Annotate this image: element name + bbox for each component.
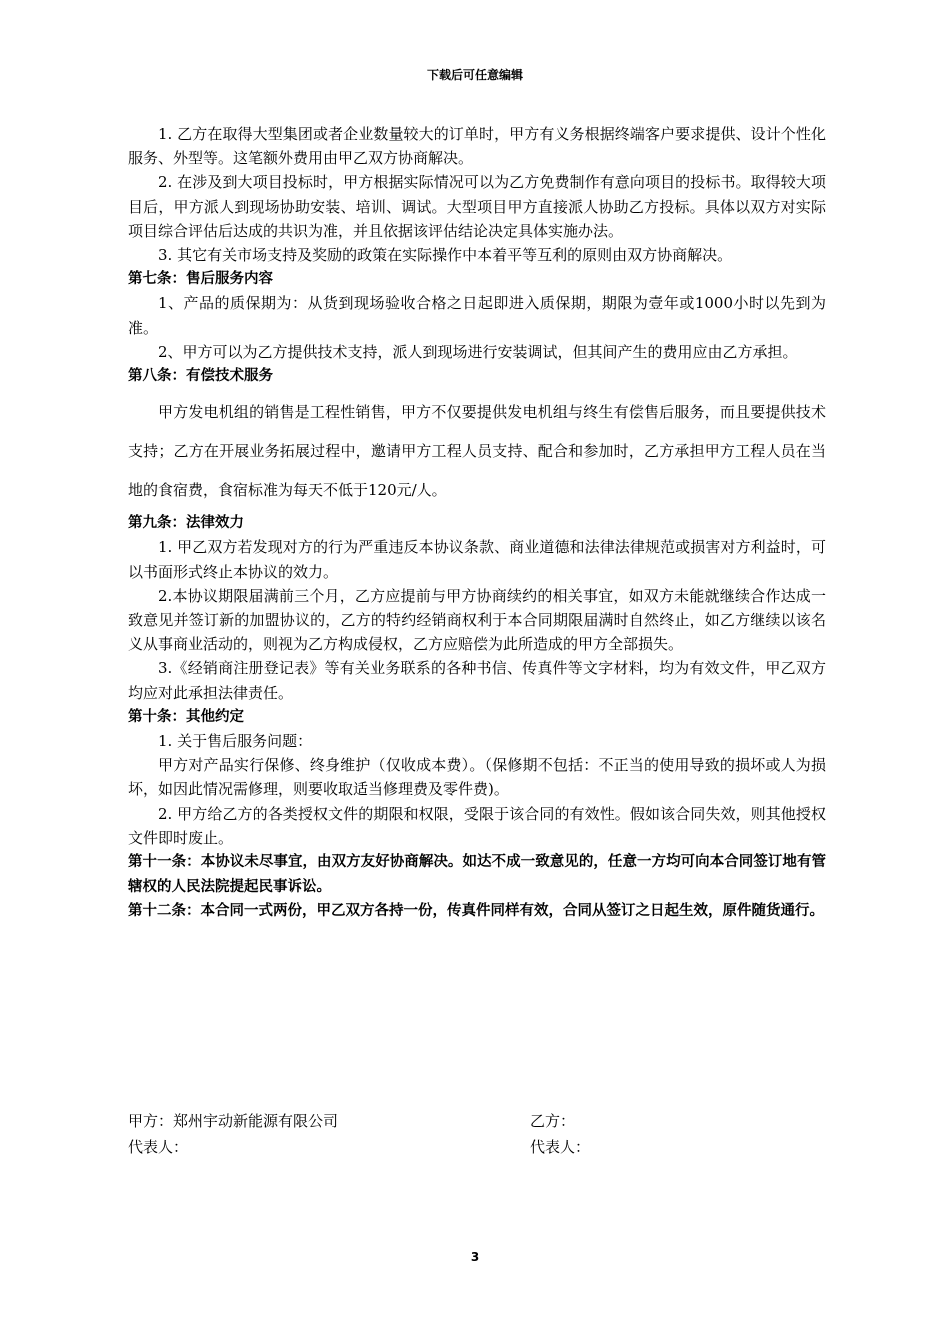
- article-7-heading: 第七条：售后服务内容: [128, 271, 273, 288]
- paragraph-other-1b: 甲方对产品实行保修、终身维护（仅收成本费）。（保修期不包括：不正当的使用导致的损坏或人为损坏，如因此情况需修理，则要收取适当修理费及零件费)。: [128, 756, 826, 799]
- paragraph-paid-service: 甲方发电机组的销售是工程性销售，甲方不仅要提供发电机组与终生有偿售后服务，而且要提供技术支持；乙方在开展业务拓展过程中，邀请甲方工程人员支持、配合和参加时，乙方承担甲方工程人员在当地的食宿费，食宿标准为每天不低于120元/人。: [128, 403, 826, 500]
- article-8-heading: 第八条：有偿技术服务: [128, 368, 273, 385]
- party-a-representative: 代表人：: [128, 1138, 189, 1156]
- article-11: 第十一条：本协议未尽事宜，由双方友好协商解决。如达不成一致意见的，任意一方均可向本合同签订地有管辖权的人民法院提起民事诉讼。: [128, 854, 826, 895]
- article-9-heading: 第九条：法律效力: [128, 515, 244, 532]
- paragraph-tech-support: 2、甲方可以为乙方提供技术支持，派人到现场进行安装调试，但其间产生的费用应由乙方承担。: [158, 342, 798, 361]
- paragraph-legal-3: 3.《经销商注册登记表》等有关业务联系的各种书信、传真件等文字材料，均为有效文件，甲乙双方均应对此承担法律责任。: [128, 659, 826, 702]
- document-body: [128, 122, 826, 924]
- paragraph-warranty: 1、产品的质保期为：从货到现场验收合格之日起即进入质保期，期限为壹年或1000小时以先到为准。: [128, 294, 826, 337]
- paragraph-other-2: 2. 甲方给乙方的各类授权文件的期限和权限，受限于该合同的有效性。假如该合同失效，则其他授权文件即时废止。: [128, 804, 826, 847]
- page-number: 3: [470, 1250, 480, 1264]
- party-b-label: 乙方：: [530, 1112, 576, 1130]
- paragraph-market-support-2: 2. 在涉及到大项目投标时，甲方根据实际情况可以为乙方免费制作有意向项目的投标书。取得较大项目后，甲方派人到现场协助安装、培训、调试。大型项目甲方直接派人协助乙方投标。具体以双方对实际项目综合评估后达成的共识为准，并且依据该评估结论决定具体实施办法。: [128, 173, 826, 240]
- paragraph-legal-1: 1. 甲乙双方若发现对方的行为严重违反本协议条款、商业道德和法律法律规范或损害对方利益时，可以书面形式终止本协议的效力。: [128, 538, 826, 581]
- party-a-label: 甲方：郑州宇动新能源有限公司: [128, 1112, 339, 1130]
- article-12: 第十二条：本合同一式两份，甲乙双方各持一份，传真件同样有效，合同从签订之日起生效，原件随货通行。: [128, 903, 824, 920]
- article-10-heading: 第十条：其他约定: [128, 708, 244, 725]
- party-b-representative: 代表人：: [530, 1138, 591, 1156]
- paragraph-market-support-1: 1. 乙方在取得大型集团或者企业数量较大的订单时，甲方有义务根据终端客户要求提供、设计个性化服务、外型等。这笔额外费用由甲乙双方协商解决。: [128, 125, 826, 168]
- signature-block: [128, 1108, 826, 1160]
- paragraph-legal-2: 2.本协议期限届满前三个月，乙方应提前与甲方协商续约的相关事宜，如双方未能就继续合作达成一致意见并签订新的加盟协议的，乙方的特约经销商权利于本合同期限届满时自然终止，如乙方继续以该名义从事商业活动的，则视为乙方构成侵权，乙方应赔偿为此所造成的甲方全部损失。: [128, 586, 826, 654]
- page-header: 下载后可任意编辑: [426, 68, 523, 82]
- paragraph-market-support-3: 3. 其它有关市场支持及奖励的政策在实际操作中本着平等互利的原则由双方协商解决。: [158, 246, 733, 265]
- paragraph-other-1: 1. 关于售后服务问题：: [158, 732, 313, 751]
